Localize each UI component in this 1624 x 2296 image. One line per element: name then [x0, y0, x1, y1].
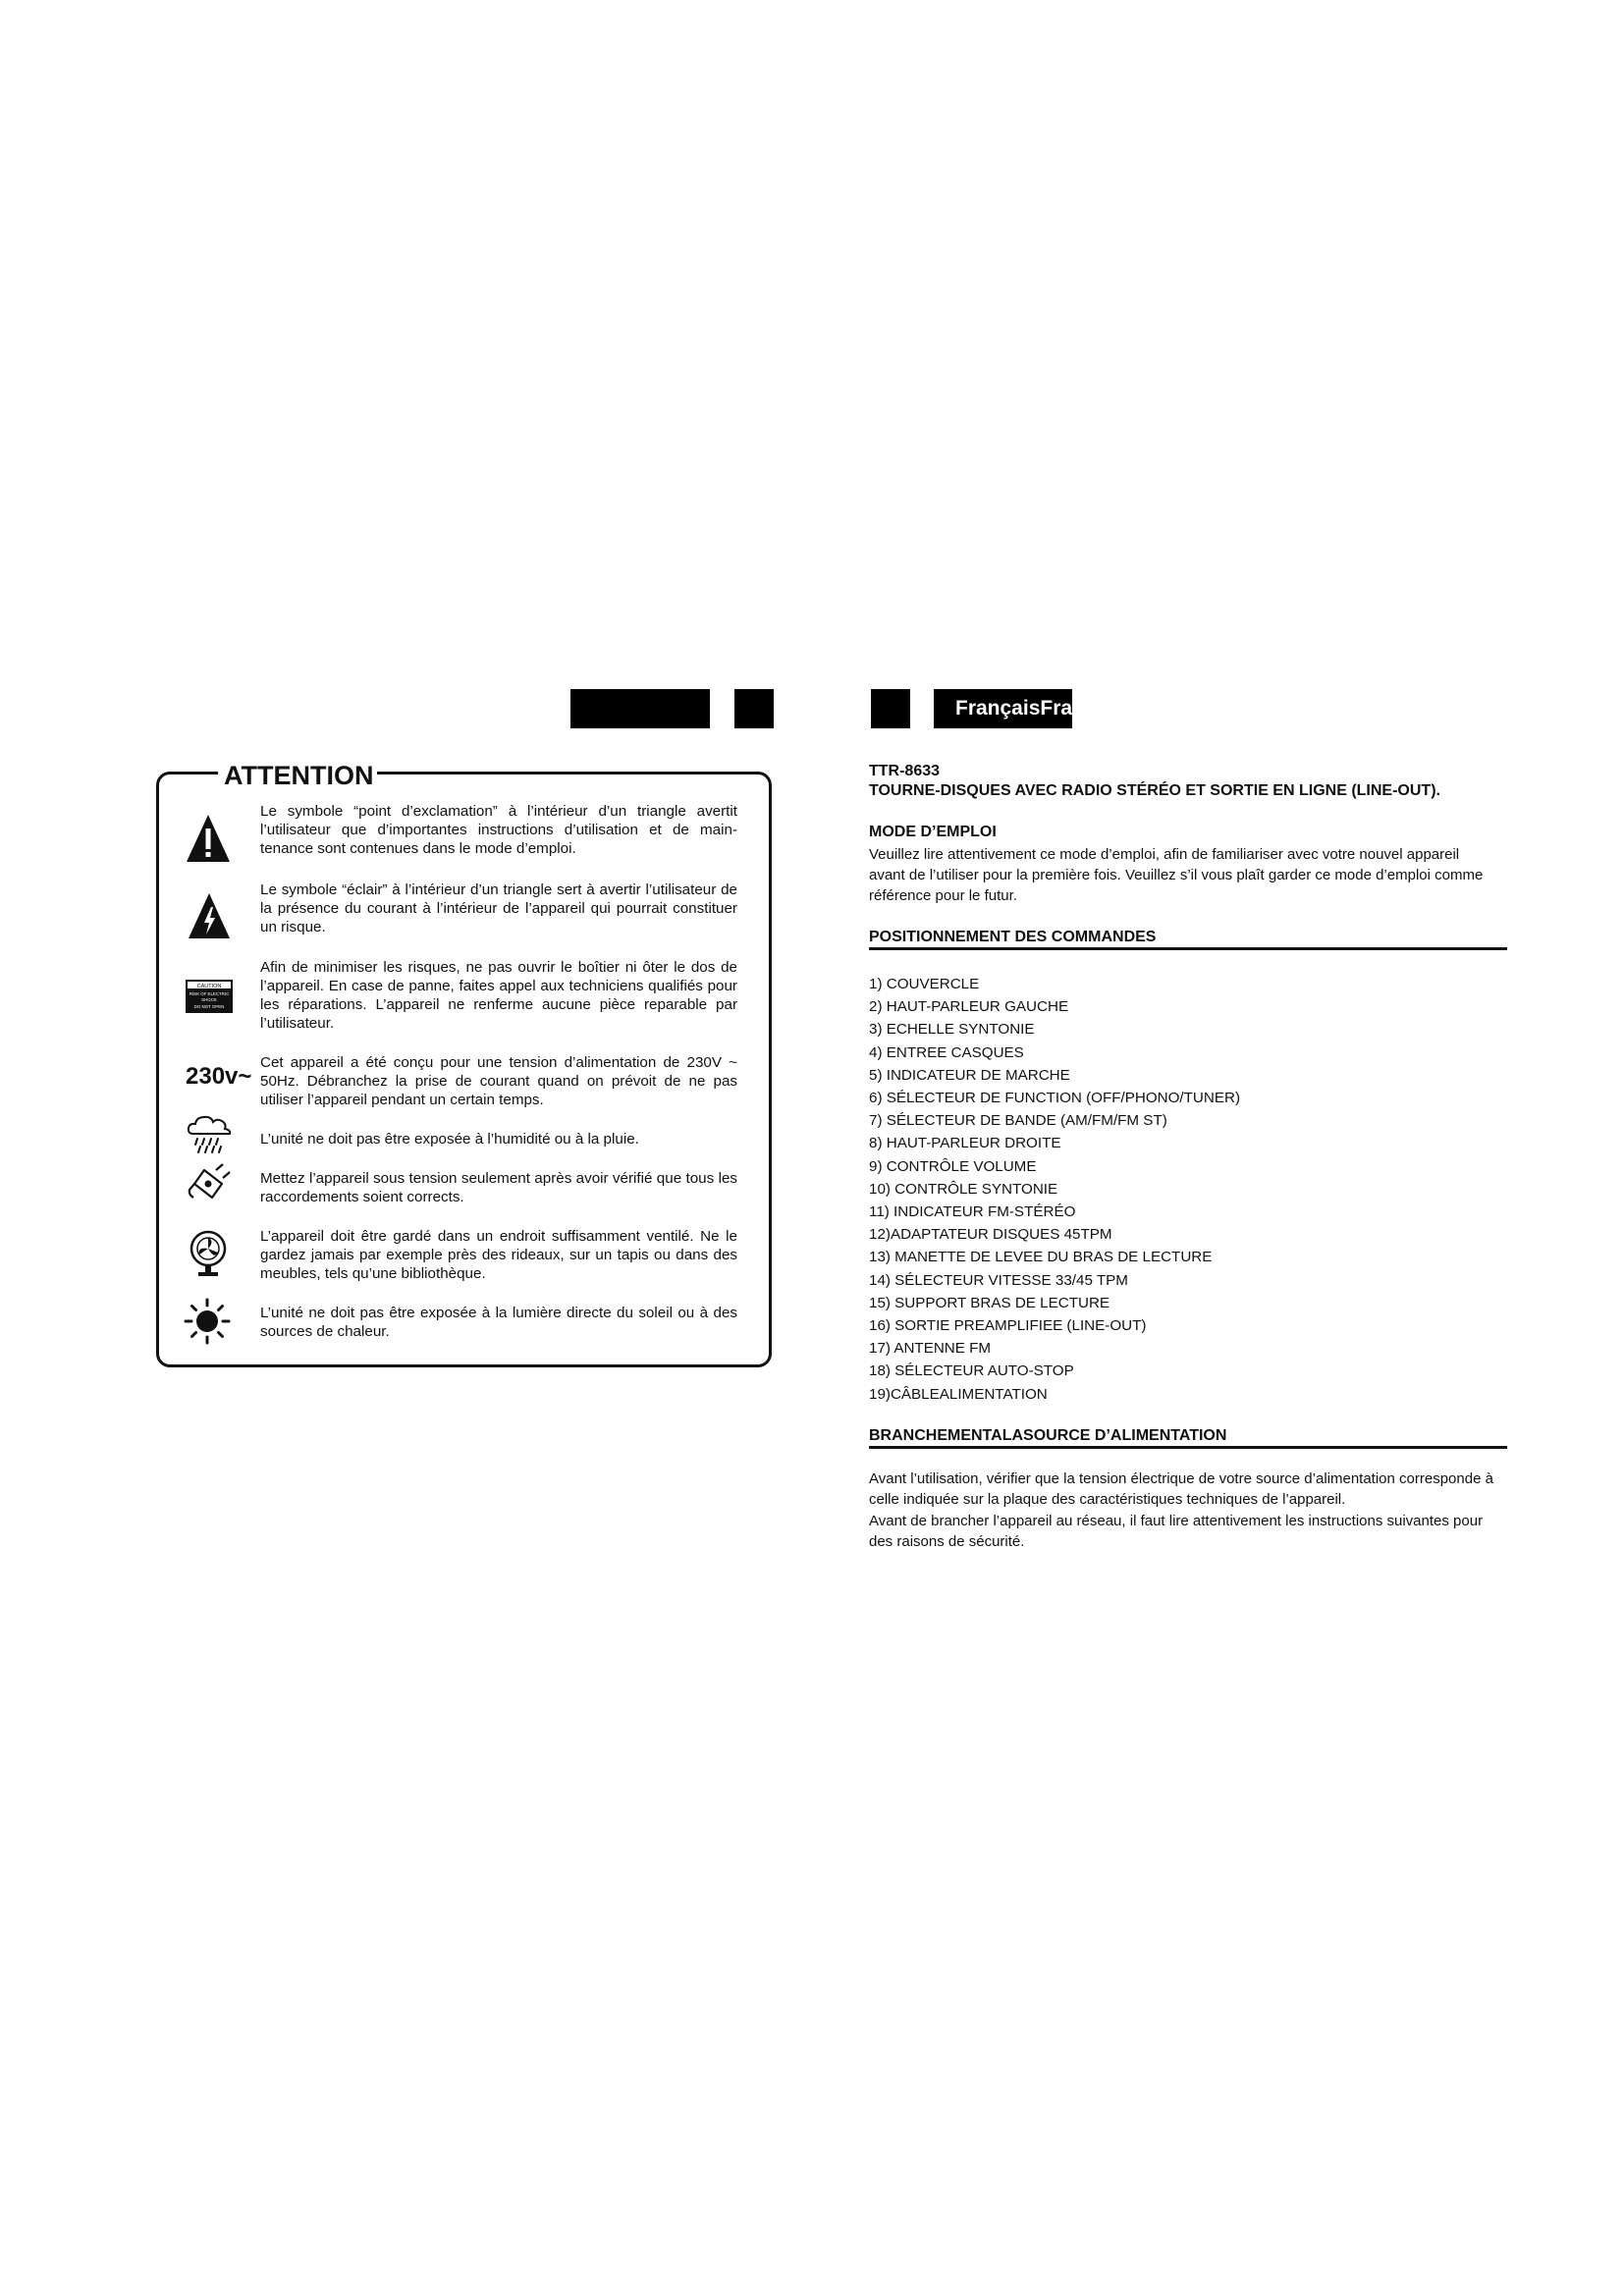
product-title: TOURNE-DISQUES AVEC RADIO STÉRÉO ET SORTIE EN LIGNE (LINE-OUT).	[869, 782, 1440, 799]
list-item: 16) SORTIE PREAMPLIFIEE (LINE-OUT)	[869, 1317, 1147, 1335]
controls-heading: POSITIONNEMENT DES COMMANDES	[869, 928, 1507, 950]
list-item: 4) ENTREE CASQUES	[869, 1043, 1024, 1061]
list-item: 6) SÉLECTEUR DE FUNCTION (OFF/PHONO/TUNER)	[869, 1090, 1241, 1107]
list-item: 12)ADAPTATEUR DISQUES 45TPM	[869, 1226, 1112, 1244]
warning-exclamation-icon	[185, 813, 232, 864]
list-item: 1) COUVERCLE	[869, 976, 980, 992]
lightning-triangle-icon	[187, 891, 232, 940]
attention-text-exclamation: Le symbole “point d’exclamation” à l’intérieur d’un triangle avertit l’utilisateur que d’importantes instructions d’utilisation et de main-tenance sont contenues dans le mode d’emploi.	[260, 803, 737, 857]
list-item: 2) HAUT-PARLEUR GAUCHE	[869, 998, 1069, 1016]
model-number: TTR-8633	[869, 763, 941, 779]
list-item: 13) MANETTE DE LEVEE DU BRAS DE LECTURE	[869, 1249, 1213, 1266]
list-item: 5) INDICATEUR DE MARCHE	[869, 1066, 1070, 1084]
list-item: 11) INDICATEUR FM-STÉRÉO	[869, 1203, 1076, 1221]
list-item: 14) SÉLECTEUR VITESSE 33/45 TPM	[869, 1271, 1128, 1289]
list-item: 7) SÉLECTEUR DE BANDE (AM/FM/FM ST)	[869, 1112, 1167, 1130]
list-item: 19)CÂBLEALIMENTATION	[869, 1385, 1048, 1403]
header-tab-2	[734, 689, 774, 728]
caution-label-text-4: DO NOT OPEN	[193, 1004, 225, 1010]
attention-text-ventilation: L’appareil doit être gardé dans un endroit suffisamment ventilé. Ne le gardez jamais par exemple près des rideaux, sur un tapis ou dans des meubles, tels qu’une bibliothèque.	[260, 1228, 737, 1282]
attention-text-connections: Mettez l’appareil sous tension seulement après avoir vérifié que tous les raccordements soient corrects.	[260, 1170, 737, 1205]
attention-title: ATTENTION	[218, 757, 377, 794]
language-tab: FrançaisFra	[934, 689, 1072, 728]
plug-icon	[187, 1162, 234, 1207]
list-item: 10) CONTRÔLE SYNTONIE	[869, 1180, 1058, 1198]
attention-text-lightning: Le symbole “éclair” à l’intérieur d’un triangle sert à avertir l’utilisateur de la présence du courant à l’intérieur de l’appareil qui pourrait constituer un risque.	[260, 881, 737, 935]
list-item: 9) CONTRÔLE VOLUME	[869, 1157, 1037, 1175]
list-item: 18) SÉLECTEUR AUTO-STOP	[869, 1362, 1074, 1380]
list-item: 8) HAUT-PARLEUR DROITE	[869, 1135, 1061, 1152]
list-item: 3) ECHELLE SYNTONIE	[869, 1021, 1035, 1039]
caution-label-text-1: CAUTION	[196, 983, 222, 989]
voltage-icon: 230v~	[186, 1063, 252, 1090]
attention-text-humidity: L’unité ne doit pas être exposée à l’humidité ou à la pluie.	[260, 1131, 639, 1148]
caution-label-icon	[186, 980, 233, 1013]
mode-emploi-heading: MODE D’EMPLOI	[869, 824, 997, 840]
list-item: 17) ANTENNE FM	[869, 1340, 992, 1358]
attention-text-voltage: Cet appareil a été conçu pour une tension d’alimentation de 230V ~ 50Hz. Débranchez la prise de courant quand on prévoit de ne pas utiliser l’appareil pendant un certain temps.	[260, 1054, 737, 1108]
caution-label-text-2: RISK OF ELECTRIC	[189, 991, 230, 997]
ventilation-icon	[187, 1229, 230, 1278]
list-item: 15) SUPPORT BRAS DE LECTURE	[869, 1294, 1110, 1311]
power-heading: BRANCHEMENTALASOURCE D’ALIMENTATION	[869, 1426, 1507, 1449]
header-tab-1	[570, 689, 710, 728]
attention-text-caution: Afin de minimiser les risques, ne pas ouvrir le boîtier ni ôter le dos de l’appareil. En case de panne, faites appel aux techniciens qualifiés pour les réparations. L’appareil ne renferme aucune pièce reparable par l’utilisateur.	[260, 959, 737, 1032]
rain-cloud-icon	[186, 1112, 233, 1155]
header-tab-3	[871, 689, 910, 728]
caution-label-text-3: SHOCK	[201, 997, 217, 1003]
attention-text-sun: L’unité ne doit pas être exposée à la lumière directe du soleil ou à des sources de chaleur.	[260, 1305, 737, 1340]
controls-list	[869, 973, 1240, 1406]
power-text-1: Avant l’utilisation, vérifier que la tension électrique de votre source d’alimentation corresponde à celle indiquée sur la plaque des caractéristiques techniques de l’appareil.	[869, 1470, 1493, 1509]
mode-emploi-text: Veuillez lire attentivement ce mode d’emploi, afin de familiariser avec votre nouvel appareil avant de l’utiliser pour la première fois. Veuillez s’il vous plaît garder ce mode d’emploi comme référence pour le futur.	[869, 846, 1484, 904]
power-text	[869, 1468, 1507, 1552]
sun-icon	[184, 1298, 231, 1345]
power-text-2: Avant de brancher l’appareil au réseau, il faut lire attentivement les instructions suivantes pour des raisons de sécurité.	[869, 1512, 1484, 1550]
